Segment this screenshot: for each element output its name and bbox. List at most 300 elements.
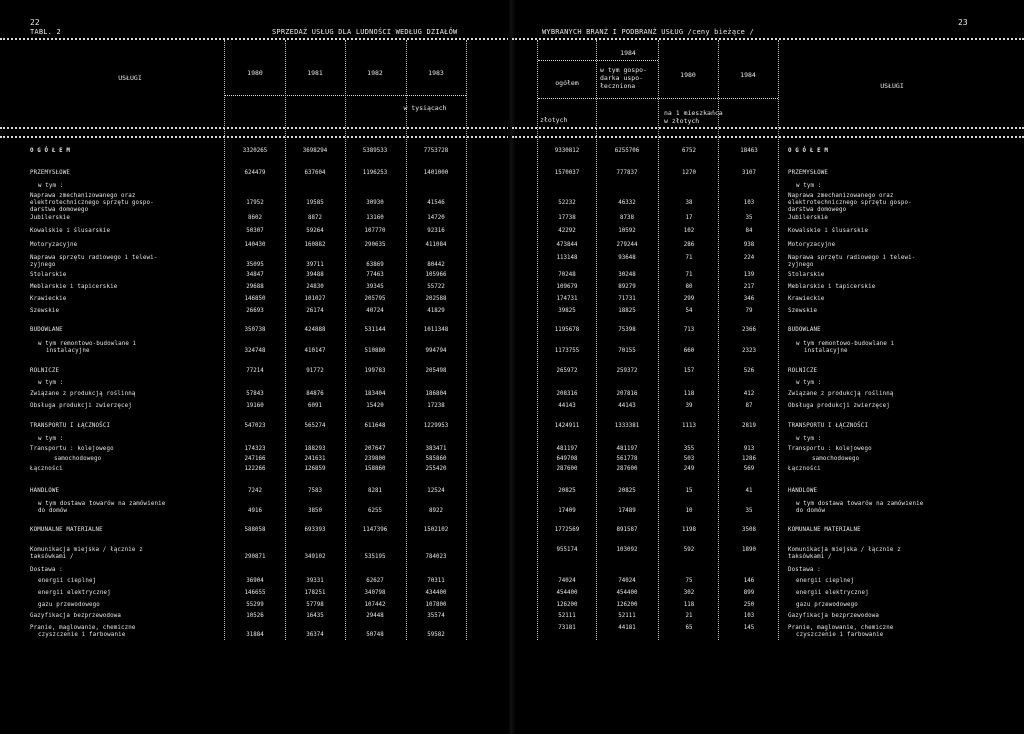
cell-value: 1286 <box>742 456 756 462</box>
cell-value: 29688 <box>246 284 264 290</box>
row-label: Krawieckie <box>30 296 67 302</box>
column-header-year: 1981 <box>307 69 323 77</box>
cell-value: 955174 <box>556 547 578 553</box>
cell-value: 145 <box>743 625 755 631</box>
cell-value: 75 <box>685 578 693 584</box>
cell-value: 481197 <box>556 446 578 452</box>
cell-value: 9330812 <box>554 148 580 154</box>
cell-value: 40724 <box>366 308 384 314</box>
cell-value: 146 <box>743 578 755 584</box>
cell-value: 52111 <box>558 613 576 619</box>
cell-value: 54 <box>685 308 693 314</box>
cell-value: 302 <box>683 590 695 596</box>
row-label: KOMUNALNE MATERIALNE <box>788 527 861 533</box>
cell-value: 938 <box>743 242 755 248</box>
cell-value: 649708 <box>556 456 578 462</box>
cell-value: 126859 <box>304 466 326 472</box>
row-label: Naprawa sprzętu radiowego i telewi- <box>788 255 916 261</box>
cell-value: 1011348 <box>423 327 449 333</box>
cell-value: 6255 <box>368 508 382 514</box>
cell-value: 160882 <box>304 242 326 248</box>
cell-value: 62627 <box>366 578 384 584</box>
cell-value: 186804 <box>425 391 447 397</box>
cell-value: 1424911 <box>554 423 580 429</box>
cell-value: 84876 <box>306 391 324 397</box>
cell-value: 17238 <box>427 403 445 409</box>
cell-value: 693393 <box>304 527 326 533</box>
cell-value: 178251 <box>304 590 326 596</box>
cell-value: 424888 <box>304 327 326 333</box>
cell-value: 30930 <box>366 200 384 206</box>
cell-value: 57798 <box>306 602 324 608</box>
cell-value: 63869 <box>366 262 384 268</box>
row-label: Jubilerskie <box>30 215 71 221</box>
cell-value: 14720 <box>427 215 445 221</box>
cell-value: 217 <box>743 284 755 290</box>
row-label: w tym remontowo-budowlane i <box>796 341 895 347</box>
column-header-year-group: 1984 <box>620 49 636 57</box>
row-label: w tym : <box>796 183 822 189</box>
row-label: instalacyjne <box>46 348 90 354</box>
cell-value: 346 <box>743 296 755 302</box>
row-label: Meblarskie i tapicerskie <box>788 284 876 290</box>
cell-value: 35 <box>745 215 753 221</box>
row-label: energii cieplnej <box>38 578 97 584</box>
cell-value: 21 <box>685 613 693 619</box>
row-label: Transportu : kolejowego <box>30 446 114 452</box>
cell-value: 531144 <box>364 327 386 333</box>
cell-value: 434400 <box>425 590 447 596</box>
row-label: Obsługa produkcji zwierzęcej <box>30 403 132 409</box>
row-label: Dostawa : <box>30 567 63 573</box>
row-label: PRZEMYSŁOWE <box>788 170 829 176</box>
cell-value: 611648 <box>364 423 386 429</box>
row-label: HANDLOWE <box>788 488 818 494</box>
cell-value: 65 <box>685 625 693 631</box>
cell-value: 39331 <box>306 578 324 584</box>
cell-value: 44143 <box>618 403 636 409</box>
cell-value: 122266 <box>244 466 266 472</box>
table-label: TABL. 2 <box>30 28 61 36</box>
cell-value: 12524 <box>427 488 445 494</box>
cell-value: 18825 <box>618 308 636 314</box>
row-label: Komunikacja miejska / łącznie z <box>788 547 901 553</box>
row-label: Meblarskie i tapicerskie <box>30 284 118 290</box>
cell-value: 15 <box>685 488 693 494</box>
cell-value: 183404 <box>364 391 386 397</box>
row-label: ROLNICZE <box>788 368 818 374</box>
row-label: gazu przewodowego <box>796 602 858 608</box>
page-number-right: 23 <box>958 18 968 27</box>
cell-value: 44143 <box>558 403 576 409</box>
cell-value: 30248 <box>618 272 636 278</box>
table-title-right: WYBRANYCH BRANŻ I PODBRANŻ USŁUG /ceny bieżące / <box>542 28 754 36</box>
column-header-services: USŁUGI <box>880 82 904 90</box>
row-label: Łączności <box>788 466 821 472</box>
column-header-year: 1982 <box>367 69 383 77</box>
cell-value: 5389533 <box>362 148 388 154</box>
cell-value: 6752 <box>682 148 696 154</box>
cell-value: 15420 <box>366 403 384 409</box>
cell-value: 454400 <box>556 590 578 596</box>
cell-value: 1570037 <box>554 170 580 176</box>
row-label: czyszczenie i farbowanie <box>38 632 126 638</box>
cell-value: 410147 <box>304 348 326 354</box>
table-title-left: SPRZEDAŻ USŁUG DLA LUDNOŚCI WEDŁUG DZIAŁÓW <box>272 28 458 36</box>
cell-value: 8922 <box>429 508 443 514</box>
row-label: w tym : <box>38 183 64 189</box>
cell-value: 3107 <box>742 170 756 176</box>
cell-value: 35095 <box>246 262 264 268</box>
cell-value: 71 <box>685 272 693 278</box>
row-label: Stolarskie <box>788 272 825 278</box>
row-label: Motoryzacyjne <box>30 242 78 248</box>
row-label: Naprawa zmechanizowanego oraz <box>30 193 136 199</box>
cell-value: 784023 <box>425 554 447 560</box>
cell-value: 109679 <box>556 284 578 290</box>
cell-value: 10592 <box>618 228 636 234</box>
cell-value: 249 <box>683 466 695 472</box>
cell-value: 39825 <box>558 308 576 314</box>
cell-value: 265972 <box>556 368 578 374</box>
cell-value: 349102 <box>304 554 326 560</box>
cell-value: 10 <box>685 508 693 514</box>
cell-value: 18463 <box>740 148 758 154</box>
cell-value: 535195 <box>364 554 386 560</box>
cell-value: 46332 <box>618 200 636 206</box>
cell-value: 588058 <box>244 527 266 533</box>
cell-value: 565274 <box>304 423 326 429</box>
cell-value: 287600 <box>556 466 578 472</box>
unit-label: w tysiącach <box>403 104 447 112</box>
column-header-year: 1980 <box>680 71 696 79</box>
cell-value: 207816 <box>616 391 638 397</box>
cell-value: 1401000 <box>423 170 449 176</box>
row-label: samochodowego <box>54 456 102 462</box>
cell-value: 1195678 <box>554 327 580 333</box>
cell-value: 6091 <box>308 403 322 409</box>
cell-value: 8872 <box>308 215 322 221</box>
cell-value: 39 <box>685 403 693 409</box>
cell-value: 355 <box>683 446 695 452</box>
cell-value: 1173755 <box>554 348 580 354</box>
cell-value: 205498 <box>425 368 447 374</box>
cell-value: 93648 <box>618 255 636 261</box>
cell-value: 50307 <box>246 228 264 234</box>
cell-value: 1198 <box>682 527 696 533</box>
cell-value: 199783 <box>364 368 386 374</box>
cell-value: 287600 <box>616 466 638 472</box>
cell-value: 24830 <box>306 284 324 290</box>
cell-value: 1113 <box>682 423 696 429</box>
cell-value: 146655 <box>244 590 266 596</box>
right-table-body <box>512 0 1024 734</box>
cell-value: 107442 <box>364 602 386 608</box>
cell-value: 17489 <box>618 508 636 514</box>
row-label: samochodowego <box>812 456 860 462</box>
row-label: TRANSPORTU I ŁĄCZNOŚCI <box>30 423 111 429</box>
cell-value: 913 <box>743 446 755 452</box>
cell-value: 1196253 <box>362 170 388 176</box>
cell-value: 412 <box>743 391 755 397</box>
cell-value: 279244 <box>616 242 638 248</box>
cell-value: 713 <box>683 327 695 333</box>
row-label: Łączności <box>30 466 63 472</box>
cell-value: 205795 <box>364 296 386 302</box>
cell-value: 19585 <box>306 200 324 206</box>
row-label: w tym dostawa towarów na zamówienie <box>38 501 166 507</box>
cell-value: 105966 <box>425 272 447 278</box>
row-label: O G Ó Ł E M <box>30 148 71 154</box>
row-label: Gazyfikacja bezprzewodowa <box>30 613 122 619</box>
cell-value: 71 <box>685 255 693 261</box>
cell-value: 8281 <box>368 488 382 494</box>
cell-value: 158860 <box>364 466 386 472</box>
cell-value: 44181 <box>618 625 636 631</box>
cell-value: 299 <box>683 296 695 302</box>
cell-value: 146850 <box>244 296 266 302</box>
cell-value: 26174 <box>306 308 324 314</box>
cell-value: 7753728 <box>423 148 449 154</box>
cell-value: 350738 <box>244 327 266 333</box>
cell-value: 59264 <box>306 228 324 234</box>
row-label: Obsługa produkcji zwierzęcej <box>788 403 890 409</box>
cell-value: 899 <box>743 590 755 596</box>
row-label: Gazyfikacja bezprzewodowa <box>788 613 880 619</box>
row-label: Szewskie <box>788 308 818 314</box>
cell-value: 52111 <box>618 613 636 619</box>
cell-value: 224 <box>743 255 755 261</box>
cell-value: 80 <box>685 284 693 290</box>
row-label: gazu przewodowego <box>38 602 100 608</box>
row-label: ROLNICZE <box>30 368 60 374</box>
cell-value: 526 <box>743 368 755 374</box>
cell-value: 340798 <box>364 590 386 596</box>
cell-value: 174323 <box>244 446 266 452</box>
cell-value: 891587 <box>616 527 638 533</box>
cell-value: 174731 <box>556 296 578 302</box>
row-label: w tym remontowo-budowlane i <box>38 341 137 347</box>
cell-value: 777837 <box>616 170 638 176</box>
row-label: w tym : <box>796 380 822 386</box>
cell-value: 247166 <box>244 456 266 462</box>
row-label: energii elektrycznej <box>796 590 869 596</box>
cell-value: 239800 <box>364 456 386 462</box>
cell-value: 38 <box>685 200 693 206</box>
cell-value: 41 <box>745 488 753 494</box>
cell-value: 20825 <box>558 488 576 494</box>
cell-value: 994794 <box>425 348 447 354</box>
cell-value: 107770 <box>364 228 386 234</box>
cell-value: 102 <box>683 228 695 234</box>
cell-value: 17 <box>685 215 693 221</box>
unit-label-zloty: złotych <box>540 116 568 124</box>
cell-value: 71731 <box>618 296 636 302</box>
cell-value: 70248 <box>558 272 576 278</box>
cell-value: 208316 <box>556 391 578 397</box>
row-label: Związane z produkcją roślinną <box>788 391 894 397</box>
cell-value: 70155 <box>618 348 636 354</box>
cell-value: 19160 <box>246 403 264 409</box>
cell-value: 547023 <box>244 423 266 429</box>
row-label: Pranie, maglowanie, chemiczne <box>788 625 894 631</box>
cell-value: 139 <box>743 272 755 278</box>
row-label: Stolarskie <box>30 272 67 278</box>
cell-value: 50748 <box>366 632 384 638</box>
row-label: w tym : <box>38 436 64 442</box>
cell-value: 77214 <box>246 368 264 374</box>
cell-value: 8738 <box>620 215 634 221</box>
row-label: Związane z produkcją roślinną <box>30 391 136 397</box>
cell-value: 74024 <box>618 578 636 584</box>
cell-value: 42292 <box>558 228 576 234</box>
cell-value: 4916 <box>248 508 262 514</box>
row-label: BUDOWLANE <box>30 327 63 333</box>
cell-value: 39488 <box>306 272 324 278</box>
row-label: darstwa domowego <box>788 207 847 213</box>
row-label: PRZEMYSŁOWE <box>30 170 71 176</box>
row-label: Motoryzacyjne <box>788 242 836 248</box>
row-label: w tym : <box>38 380 64 386</box>
cell-value: 103092 <box>616 547 638 553</box>
cell-value: 29448 <box>366 613 384 619</box>
cell-value: 1772569 <box>554 527 580 533</box>
cell-value: 17409 <box>558 508 576 514</box>
cell-value: 35 <box>745 508 753 514</box>
cell-value: 55299 <box>246 602 264 608</box>
row-label: energii elektrycznej <box>38 590 111 596</box>
cell-value: 1890 <box>742 547 756 553</box>
cell-value: 103 <box>743 613 755 619</box>
cell-value: 473844 <box>556 242 578 248</box>
cell-value: 188293 <box>304 446 326 452</box>
cell-value: 84 <box>745 228 753 234</box>
row-label: do domów <box>796 508 826 514</box>
cell-value: 80442 <box>427 262 445 268</box>
cell-value: 7583 <box>308 488 322 494</box>
cell-value: 13160 <box>366 215 384 221</box>
cell-value: 660 <box>683 348 695 354</box>
cell-value: 26693 <box>246 308 264 314</box>
cell-value: 17952 <box>246 200 264 206</box>
column-header-services: USŁUGI <box>118 74 142 82</box>
unit-label-per-capita: na 1 mieszkańca w złotych <box>664 109 723 125</box>
cell-value: 383471 <box>425 446 447 452</box>
row-label: elektrotechnicznego sprzętu gospo- <box>788 200 912 206</box>
cell-value: 2819 <box>742 423 756 429</box>
cell-value: 39711 <box>306 262 324 268</box>
cell-value: 55722 <box>427 284 445 290</box>
cell-value: 3508 <box>742 527 756 533</box>
row-label: w tym dostawa towarów na zamówienie <box>796 501 924 507</box>
row-label: zyjnego <box>788 262 814 268</box>
cell-value: 1229953 <box>423 423 449 429</box>
column-header-year: 1980 <box>247 69 263 77</box>
cell-value: 1270 <box>682 170 696 176</box>
column-header-year: 1984 <box>740 71 756 79</box>
row-label: Pranie, maglowanie, chemiczne <box>30 625 136 631</box>
cell-value: 74024 <box>558 578 576 584</box>
row-label: zyjnego <box>30 262 56 268</box>
cell-value: 255420 <box>425 466 447 472</box>
cell-value: 3320265 <box>242 148 268 154</box>
row-label: w tym : <box>796 436 822 442</box>
row-label: czyszczenie i farbowanie <box>796 632 884 638</box>
cell-value: 118 <box>683 602 695 608</box>
cell-value: 2366 <box>742 327 756 333</box>
cell-value: 91772 <box>306 368 324 374</box>
cell-value: 87 <box>745 403 753 409</box>
row-label: HANDLOWE <box>30 488 60 494</box>
cell-value: 41829 <box>427 308 445 314</box>
row-label: Naprawa sprzętu radiowego i telewi- <box>30 255 158 261</box>
cell-value: 241631 <box>304 456 326 462</box>
row-label: KOMUNALNE MATERIALNE <box>30 527 103 533</box>
cell-value: 10526 <box>246 613 264 619</box>
cell-value: 36904 <box>246 578 264 584</box>
cell-value: 59582 <box>427 632 445 638</box>
column-header-socialized: w tym gospo- darka uspo- łeczniona <box>600 66 647 90</box>
cell-value: 35574 <box>427 613 445 619</box>
cell-value: 1502102 <box>423 527 449 533</box>
cell-value: 16435 <box>306 613 324 619</box>
cell-value: 7242 <box>248 488 262 494</box>
cell-value: 207647 <box>364 446 386 452</box>
column-header-total: ogółem <box>555 79 579 87</box>
cell-value: 126200 <box>556 602 578 608</box>
cell-value: 89279 <box>618 284 636 290</box>
row-label: darstwa domowego <box>30 207 89 213</box>
row-label: Jubilerskie <box>788 215 829 221</box>
cell-value: 1147396 <box>362 527 388 533</box>
cell-value: 624479 <box>244 170 266 176</box>
cell-value: 75398 <box>618 327 636 333</box>
cell-value: 113148 <box>556 255 578 261</box>
row-label: taksówkami / <box>30 554 74 560</box>
row-label: Szewskie <box>30 308 60 314</box>
row-label: Kowalskie i ślusarskie <box>30 228 111 234</box>
page-number-left: 22 <box>30 18 40 27</box>
row-label: Transportu : kolejowego <box>788 446 872 452</box>
row-label: instalacyjne <box>804 348 848 354</box>
row-label: BUDOWLANE <box>788 327 821 333</box>
cell-value: 6255706 <box>614 148 640 154</box>
cell-value: 1333381 <box>614 423 640 429</box>
cell-value: 34847 <box>246 272 264 278</box>
cell-value: 286 <box>683 242 695 248</box>
cell-value: 36374 <box>306 632 324 638</box>
cell-value: 503 <box>683 456 695 462</box>
cell-value: 411084 <box>425 242 447 248</box>
row-label: elektrotechnicznego sprzętu gospo- <box>30 200 154 206</box>
row-label: Dostawa : <box>788 567 821 573</box>
cell-value: 101027 <box>304 296 326 302</box>
cell-value: 57843 <box>246 391 264 397</box>
row-label: taksówkami / <box>788 554 832 560</box>
cell-value: 31884 <box>246 632 264 638</box>
cell-value: 79 <box>745 308 753 314</box>
cell-value: 259372 <box>616 368 638 374</box>
cell-value: 17738 <box>558 215 576 221</box>
cell-value: 77463 <box>366 272 384 278</box>
row-label: Naprawa zmechanizowanego oraz <box>788 193 894 199</box>
cell-value: 569 <box>743 466 755 472</box>
cell-value: 585860 <box>425 456 447 462</box>
cell-value: 157 <box>683 368 695 374</box>
cell-value: 107800 <box>425 602 447 608</box>
cell-value: 39345 <box>366 284 384 290</box>
row-label: Kowalskie i ślusarskie <box>788 228 869 234</box>
